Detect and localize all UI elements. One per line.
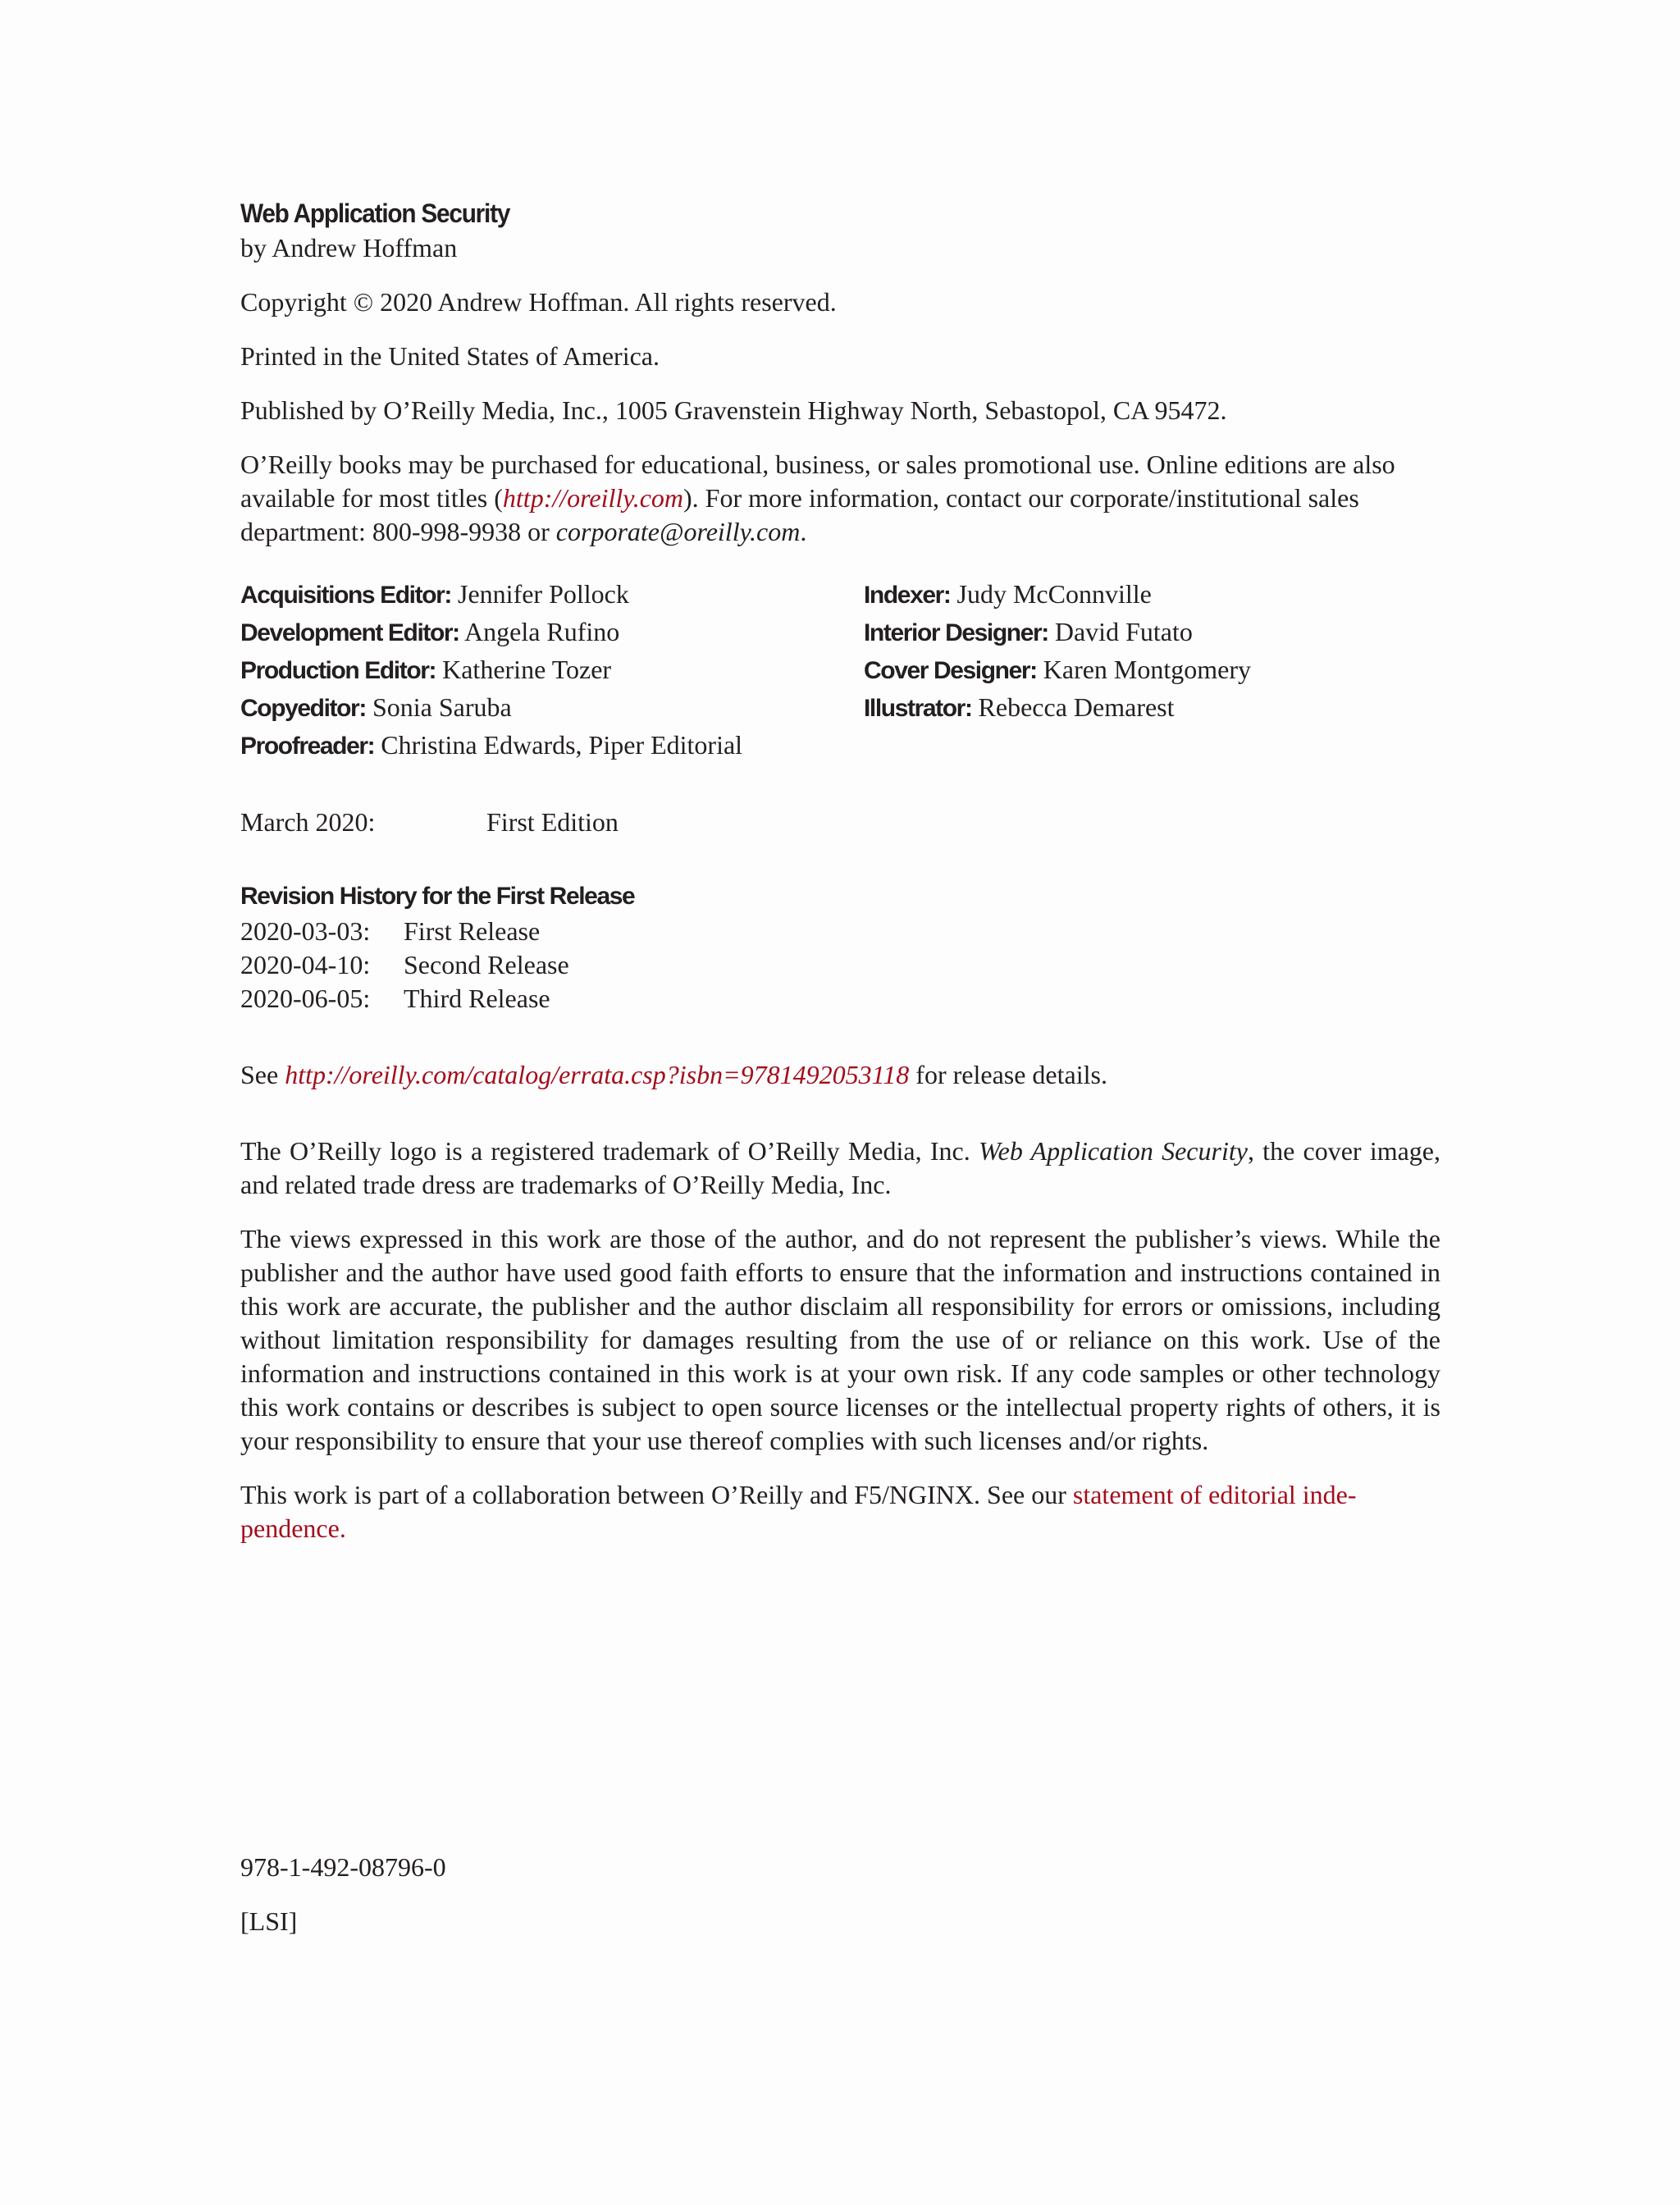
credit-row: [864, 576, 1251, 614]
credit-label: Cover Designer:: [864, 657, 1037, 684]
sales-text-2: ). For more information, contact our corporate/institutional sales department: 800-998-9938 or: [240, 483, 1359, 546]
credit-row: [864, 651, 1251, 689]
credit-name: Sonia Saruba: [372, 692, 512, 722]
edition-date: March 2020:: [240, 807, 376, 837]
credit-row: [240, 576, 864, 614]
credit-row: [240, 689, 864, 727]
credit-row: [240, 651, 864, 689]
byline: by Andrew Hoffman: [240, 233, 458, 262]
credit-label: Development Editor:: [240, 619, 459, 646]
credit-name: Judy McConnville: [956, 579, 1152, 609]
publisher-line: Published by O’Reilly Media, Inc., 1005 Gravenstein Highway North, Sebastopol, CA 95472.: [240, 395, 1227, 425]
trademark-before: The O’Reilly logo is a registered trademark of O’Reilly Media, Inc.: [240, 1136, 979, 1166]
printed-line: Printed in the United States of America.: [240, 341, 660, 371]
credit-row: [864, 614, 1251, 651]
credit-name: Angela Rufino: [464, 617, 620, 646]
credit-label: Acquisitions Editor:: [240, 582, 452, 609]
credit-name: Rebecca Demarest: [978, 692, 1175, 722]
credit-row: [240, 614, 864, 651]
isbn-block: [240, 1851, 446, 1938]
trademark-title: Web Application Security: [978, 1136, 1248, 1166]
credit-row: [240, 727, 864, 765]
credit-name: Karen Montgomery: [1043, 655, 1252, 684]
revision-date: 2020-06-05:: [240, 984, 371, 1013]
credit-label: Indexer:: [864, 582, 951, 609]
revision-label: First Release: [404, 916, 541, 946]
collaboration-text: This work is part of a collaboration between O’Reilly and F5/NGINX. See our: [240, 1480, 1073, 1509]
credits-left-column: [240, 576, 864, 765]
oreilly-link[interactable]: http://oreilly.com: [502, 483, 684, 513]
editorial-independence-link[interactable]: statement of editorial inde-: [1072, 1480, 1357, 1509]
errata-link[interactable]: http://oreilly.com/catalog/errata.csp?isbn=9781492053118: [285, 1060, 910, 1089]
errata-suffix: for release details.: [909, 1060, 1107, 1089]
errata-line: [240, 1058, 1440, 1092]
revision-date: 2020-04-10:: [240, 950, 371, 979]
credits-right-column: [864, 576, 1251, 765]
credit-name: David Futato: [1054, 617, 1193, 646]
editorial-independence-link-cont[interactable]: pendence.: [240, 1513, 346, 1543]
trademark-paragraph: [240, 1134, 1440, 1202]
page-content: [240, 195, 1440, 1545]
sales-paragraph: [240, 448, 1440, 549]
corporate-email: corporate@oreilly.com: [555, 517, 801, 546]
credit-label: Illustrator:: [864, 695, 972, 722]
credit-label: Production Editor:: [240, 657, 436, 684]
credit-name: Katherine Tozer: [442, 655, 612, 684]
book-title: [240, 195, 1440, 231]
edition-name: First Edition: [486, 807, 619, 837]
revision-row: [240, 915, 1440, 948]
trademark-after: , the cover image, and related trade dress are trademarks of O’Reilly Media, Inc.: [240, 1136, 1441, 1199]
sales-text-end: .: [800, 517, 807, 546]
credit-label: Proofreader:: [240, 733, 375, 760]
revision-row: [240, 948, 1440, 982]
credit-row: [864, 689, 1251, 727]
credit-label: Interior Designer:: [864, 619, 1048, 646]
edition-line: [240, 806, 1440, 839]
errata-prefix: See: [240, 1060, 285, 1089]
lsi-mark: [LSI]: [240, 1906, 298, 1936]
revision-history-heading: Revision History for the First Release: [240, 883, 635, 910]
credits: [240, 576, 1440, 765]
credit-name: Christina Edwards, Piper Editorial: [381, 730, 743, 760]
book-title-text: Web Application Security: [240, 199, 510, 228]
copyright-line: Copyright © 2020 Andrew Hoffman. All rights reserved.: [240, 287, 837, 317]
disclaimer-paragraph: The views expressed in this work are those of the author, and do not represent the publisher’s views. While the publisher and the author have used good faith efforts to ensure that the information and instructions contained in this work are accurate, the publisher and the author disclaim all responsibility for errors or omissions, including without limitation responsibility for damages resulting from the use of or reliance on this work. Use of the information and instructions contained in this work is at your own risk. If any code samples or other technology this work contains or describes is subject to open source licenses or the intellectual property rights of others, it is your responsibility to ensure that your use thereof complies with such licenses and/or rights.: [240, 1224, 1440, 1455]
sales-text-1: O’Reilly books may be purchased for educational, business, or sales promotional use. Online editions are also available for most titles (: [240, 450, 1395, 513]
revision-label: Third Release: [404, 984, 550, 1013]
revision-date: 2020-03-03:: [240, 916, 371, 946]
revision-history-list: [240, 915, 1440, 1016]
collaboration-paragraph: [240, 1478, 1440, 1545]
credit-name: Jennifer Pollock: [458, 579, 629, 609]
revision-label: Second Release: [404, 950, 569, 979]
isbn: 978-1-492-08796-0: [240, 1852, 446, 1882]
credit-label: Copyeditor:: [240, 695, 366, 722]
revision-row: [240, 982, 1440, 1016]
